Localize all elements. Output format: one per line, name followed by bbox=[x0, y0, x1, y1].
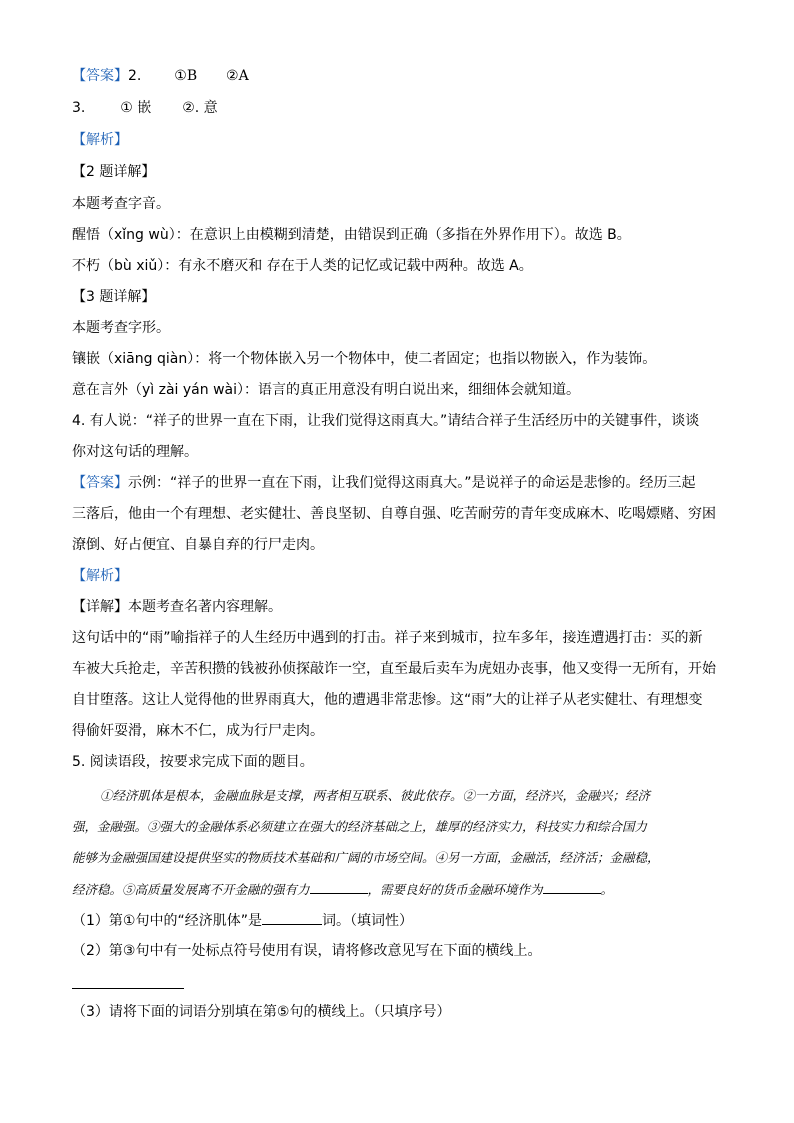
q4-question-line-2: 你对这句话的理解。 bbox=[72, 444, 198, 460]
passage-line-1: ①经济肌体是根本，金融血脉是支撑，两者相互联系、彼此依存。②一方面，经济兴，金融兴；经济 bbox=[100, 788, 651, 803]
q5-sub-2: （2）第③句中有一处标点符号使用有误，请将修改意见写在下面的横线上。 bbox=[72, 943, 542, 959]
answer-line[interactable] bbox=[72, 988, 184, 989]
option-two: ②. 意 bbox=[182, 100, 218, 116]
q3-explanation-2: 意在言外（yì zài yán wài）：语言的真正用意没有明白说出来，细细体会就知道。 bbox=[72, 382, 580, 398]
passage-line-3: 能够为金融强国建设提供坚实的物质技术基础和广阔的市场空间。④另一方面，金融活，经济活；金融稳， bbox=[72, 850, 660, 865]
q3-explanation-1: 镶嵌（xiāng qiàn）：将一个物体嵌入另一个物体中，使二者固定；也指以物嵌入，作为装饰。 bbox=[72, 351, 657, 367]
question-number: 2. bbox=[128, 68, 142, 84]
q2-explanation-1: 醒悟（xǐng wù）：在意识上由模糊到清楚，由错误到正确（多指在外界作用下）。故选 B。 bbox=[72, 227, 631, 243]
q3-answer-line bbox=[72, 98, 218, 118]
q4-detail-line-1: 这句话中的“雨”喻指祥子的人生经历中遇到的打击。祥子来到城市，拉车多年，接连遭遇打击：买的新 bbox=[72, 630, 703, 646]
passage-text: 经济稳。⑤高质量发展离不开金融的强有力 bbox=[72, 882, 310, 897]
question-number: 3. bbox=[72, 100, 86, 116]
q2-detail-heading: 【2 题详解】 bbox=[72, 164, 156, 180]
answer-text: 示例：“祥子的世界一直在下雨，让我们觉得这雨真大。”是说祥子的命运是悲惨的。经历三起 bbox=[128, 475, 696, 491]
q4-answer-line-3: 潦倒、好占便宜、自暴自弃的行尸走肉。 bbox=[72, 537, 324, 553]
passage-line-2: 强，金融强。③强大的金融体系必须建立在强大的经济基础之上，雄厚的经济实力，科技实力和综合国力 bbox=[72, 819, 648, 834]
option-one: ① 嵌 bbox=[120, 100, 152, 116]
passage-line-4 bbox=[72, 879, 613, 900]
q4-detail-line-4: 得偷奸耍滑，麻木不仁，成为行尸走肉。 bbox=[72, 723, 324, 739]
passage-text: ，需要良好的货币金融环境作为 bbox=[367, 882, 543, 897]
q4-answer-line-1 bbox=[72, 473, 696, 493]
option-one: ①B bbox=[174, 68, 198, 84]
sub-question-text: 词。（填词性） bbox=[321, 913, 413, 929]
analysis-heading: 【解析】 bbox=[72, 568, 128, 584]
q2-explanation-2: 不朽（bù xiǔ）：有永不磨灭和 存在于人类的记忆或记载中两种。故选 A。 bbox=[72, 258, 533, 274]
sub-question-text: （1）第①句中的“经济肌体”是 bbox=[72, 913, 262, 929]
q2-answer-line bbox=[72, 66, 249, 86]
analysis-heading: 【解析】 bbox=[72, 132, 128, 148]
q5-sub-3: （3）请将下面的词语分别填在第⑤句的横线上。（只填序号） bbox=[72, 1004, 451, 1020]
q4-question-line-1: 4. 有人说：“祥子的世界一直在下雨，让我们觉得这雨真大。”请结合祥子生活经历中的关键事件，谈谈 bbox=[72, 413, 700, 429]
option-two: ②A bbox=[226, 68, 249, 84]
q5-sub-1 bbox=[72, 910, 413, 931]
fill-blank[interactable] bbox=[543, 879, 601, 894]
q4-detail-line-3: 自甘堕落。这让人觉得他的世界雨真大，他的遭遇非常悲惨。这“雨”大的让祥子从老实健壮、有理想变 bbox=[72, 692, 703, 708]
q5-question: 5. 阅读语段，按要求完成下面的题目。 bbox=[72, 754, 314, 770]
q3-detail-heading: 【3 题详解】 bbox=[72, 289, 156, 305]
q4-answer-line-2: 三落后，他由一个有理想、老实健壮、善良坚韧、自尊自强、吃苦耐劳的青年变成麻木、吃喝嫖赌、穷困 bbox=[72, 506, 716, 522]
fill-blank[interactable] bbox=[262, 910, 322, 925]
answer-tag: 【答案】 bbox=[72, 68, 128, 84]
passage-text: 。 bbox=[600, 882, 614, 897]
q2-intro: 本题考查字音。 bbox=[72, 196, 170, 212]
fill-blank[interactable] bbox=[310, 879, 368, 894]
q4-detail-heading: 【详解】本题考查名著内容理解。 bbox=[72, 599, 282, 615]
q3-intro: 本题考查字形。 bbox=[72, 320, 170, 336]
q4-detail-line-2: 车被大兵抢走，辛苦积攒的钱被孙侦探敲诈一空，直至最后卖车为虎妞办丧事，他又变得一无所有，开始 bbox=[72, 661, 716, 677]
answer-tag: 【答案】 bbox=[72, 475, 128, 491]
